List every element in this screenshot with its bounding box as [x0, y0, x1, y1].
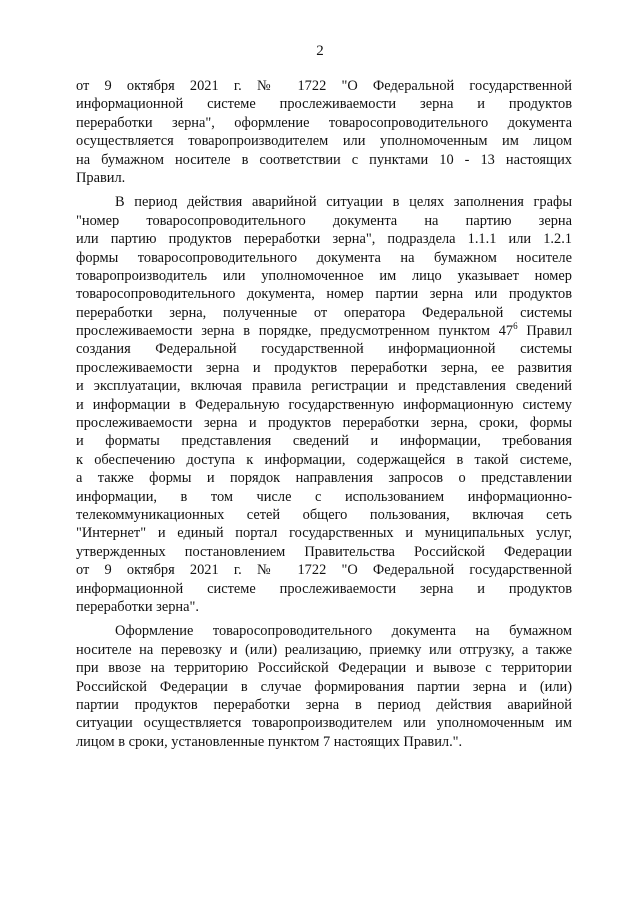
document-body: [76, 77, 572, 751]
paragraph-2: [76, 193, 572, 616]
text-line: переработки зерна, полученные от оператора Федеральной системы: [76, 304, 572, 321]
paragraph-1: [76, 77, 572, 187]
text-line: информационной системе прослеживаемости зерна и продуктов: [76, 96, 572, 113]
text-line: формы товаросопроводительного документа на бумажном носителе: [76, 249, 572, 266]
text-line: Правил.: [76, 169, 126, 186]
text-segment: прослеживаемости зерна в порядке, предусмотренном пунктом 47: [76, 323, 514, 340]
text-line: В период действия аварийной ситуации в целях заполнения графы: [115, 194, 572, 211]
text-line: товаросопроводительного документа, номер партии зерна или продуктов: [76, 286, 572, 303]
text-line: прослеживаемости зерна и продуктов переработки зерна, ее развития: [76, 359, 572, 376]
text-line: переработки зерна", оформление товаросопроводительного документа: [76, 114, 572, 131]
text-line: и информации в Федеральную государственную информационную систему: [76, 396, 572, 413]
text-line: создания Федеральной государственной информационной системы: [76, 341, 572, 358]
text-line: информационной системе прослеживаемости зерна и продуктов: [76, 580, 572, 597]
text-line: "номер товаросопроводительного документа на партию зерна: [76, 212, 572, 229]
text-line: и форматы представления сведений и информации, требования: [76, 433, 572, 450]
text-line: товаропроизводитель или уполномоченное им лицо указывает номер: [76, 267, 572, 284]
text-line: телекоммуникационных сетей общего пользования, включая сеть: [76, 506, 572, 523]
text-line: при ввозе на территорию Российской Федерации и вывозе с территории: [76, 660, 572, 677]
text-line: утвержденных постановлением Правительства Российской Федерации: [76, 543, 572, 560]
text-line: от 9 октября 2021 г. № 1722 "О Федеральной государственной: [76, 562, 572, 579]
text-line: переработки зерна".: [76, 598, 199, 615]
text-line: Российской Федерации в случае формирования партии зерна и (или): [76, 678, 572, 695]
paragraph-3: [76, 622, 572, 751]
text-line: информации, в том числе с использованием информационно-: [76, 488, 572, 505]
text-segment: Правил: [517, 323, 573, 340]
text-line: или партию продуктов переработки зерна", подраздела 1.1.1 или 1.2.1: [76, 231, 572, 248]
text-line: осуществляется товаропроизводителем или уполномоченным им лицом: [76, 133, 572, 150]
text-line: на бумажном носителе в соответствии с пунктами 10 - 13 настоящих: [76, 151, 572, 168]
text-line: и эксплуатации, включая правила регистрации и представления сведений: [76, 378, 572, 395]
text-line: ситуации осуществляется товаропроизводителем или уполномоченным им: [76, 715, 572, 732]
text-line: лицом в сроки, установленные пунктом 7 настоящих Правил.".: [76, 733, 463, 750]
text-line: носителе на перевозку и (или) реализацию, приемку или отгрузку, а также: [76, 641, 572, 658]
text-line: а также формы и порядок направления запросов о представлении: [76, 470, 572, 487]
page-number: 2: [316, 43, 324, 59]
text-line-with-superscript: [76, 322, 572, 340]
text-line: прослеживаемости зерна и продуктов переработки зерна, сроки, формы: [76, 415, 572, 432]
text-line: Оформление товаросопроводительного документа на бумажном: [115, 623, 572, 640]
text-line: "Интернет" и единый портал государственных и муниципальных услуг,: [76, 525, 572, 542]
superscript: 6: [513, 321, 518, 332]
text-line: к обеспечению доступа к информации, содержащейся в такой системе,: [76, 451, 572, 468]
text-line: партии продуктов переработки зерна в период действия аварийной: [76, 696, 572, 713]
text-line: от 9 октября 2021 г. № 1722 "О Федеральной государственной: [76, 78, 572, 94]
